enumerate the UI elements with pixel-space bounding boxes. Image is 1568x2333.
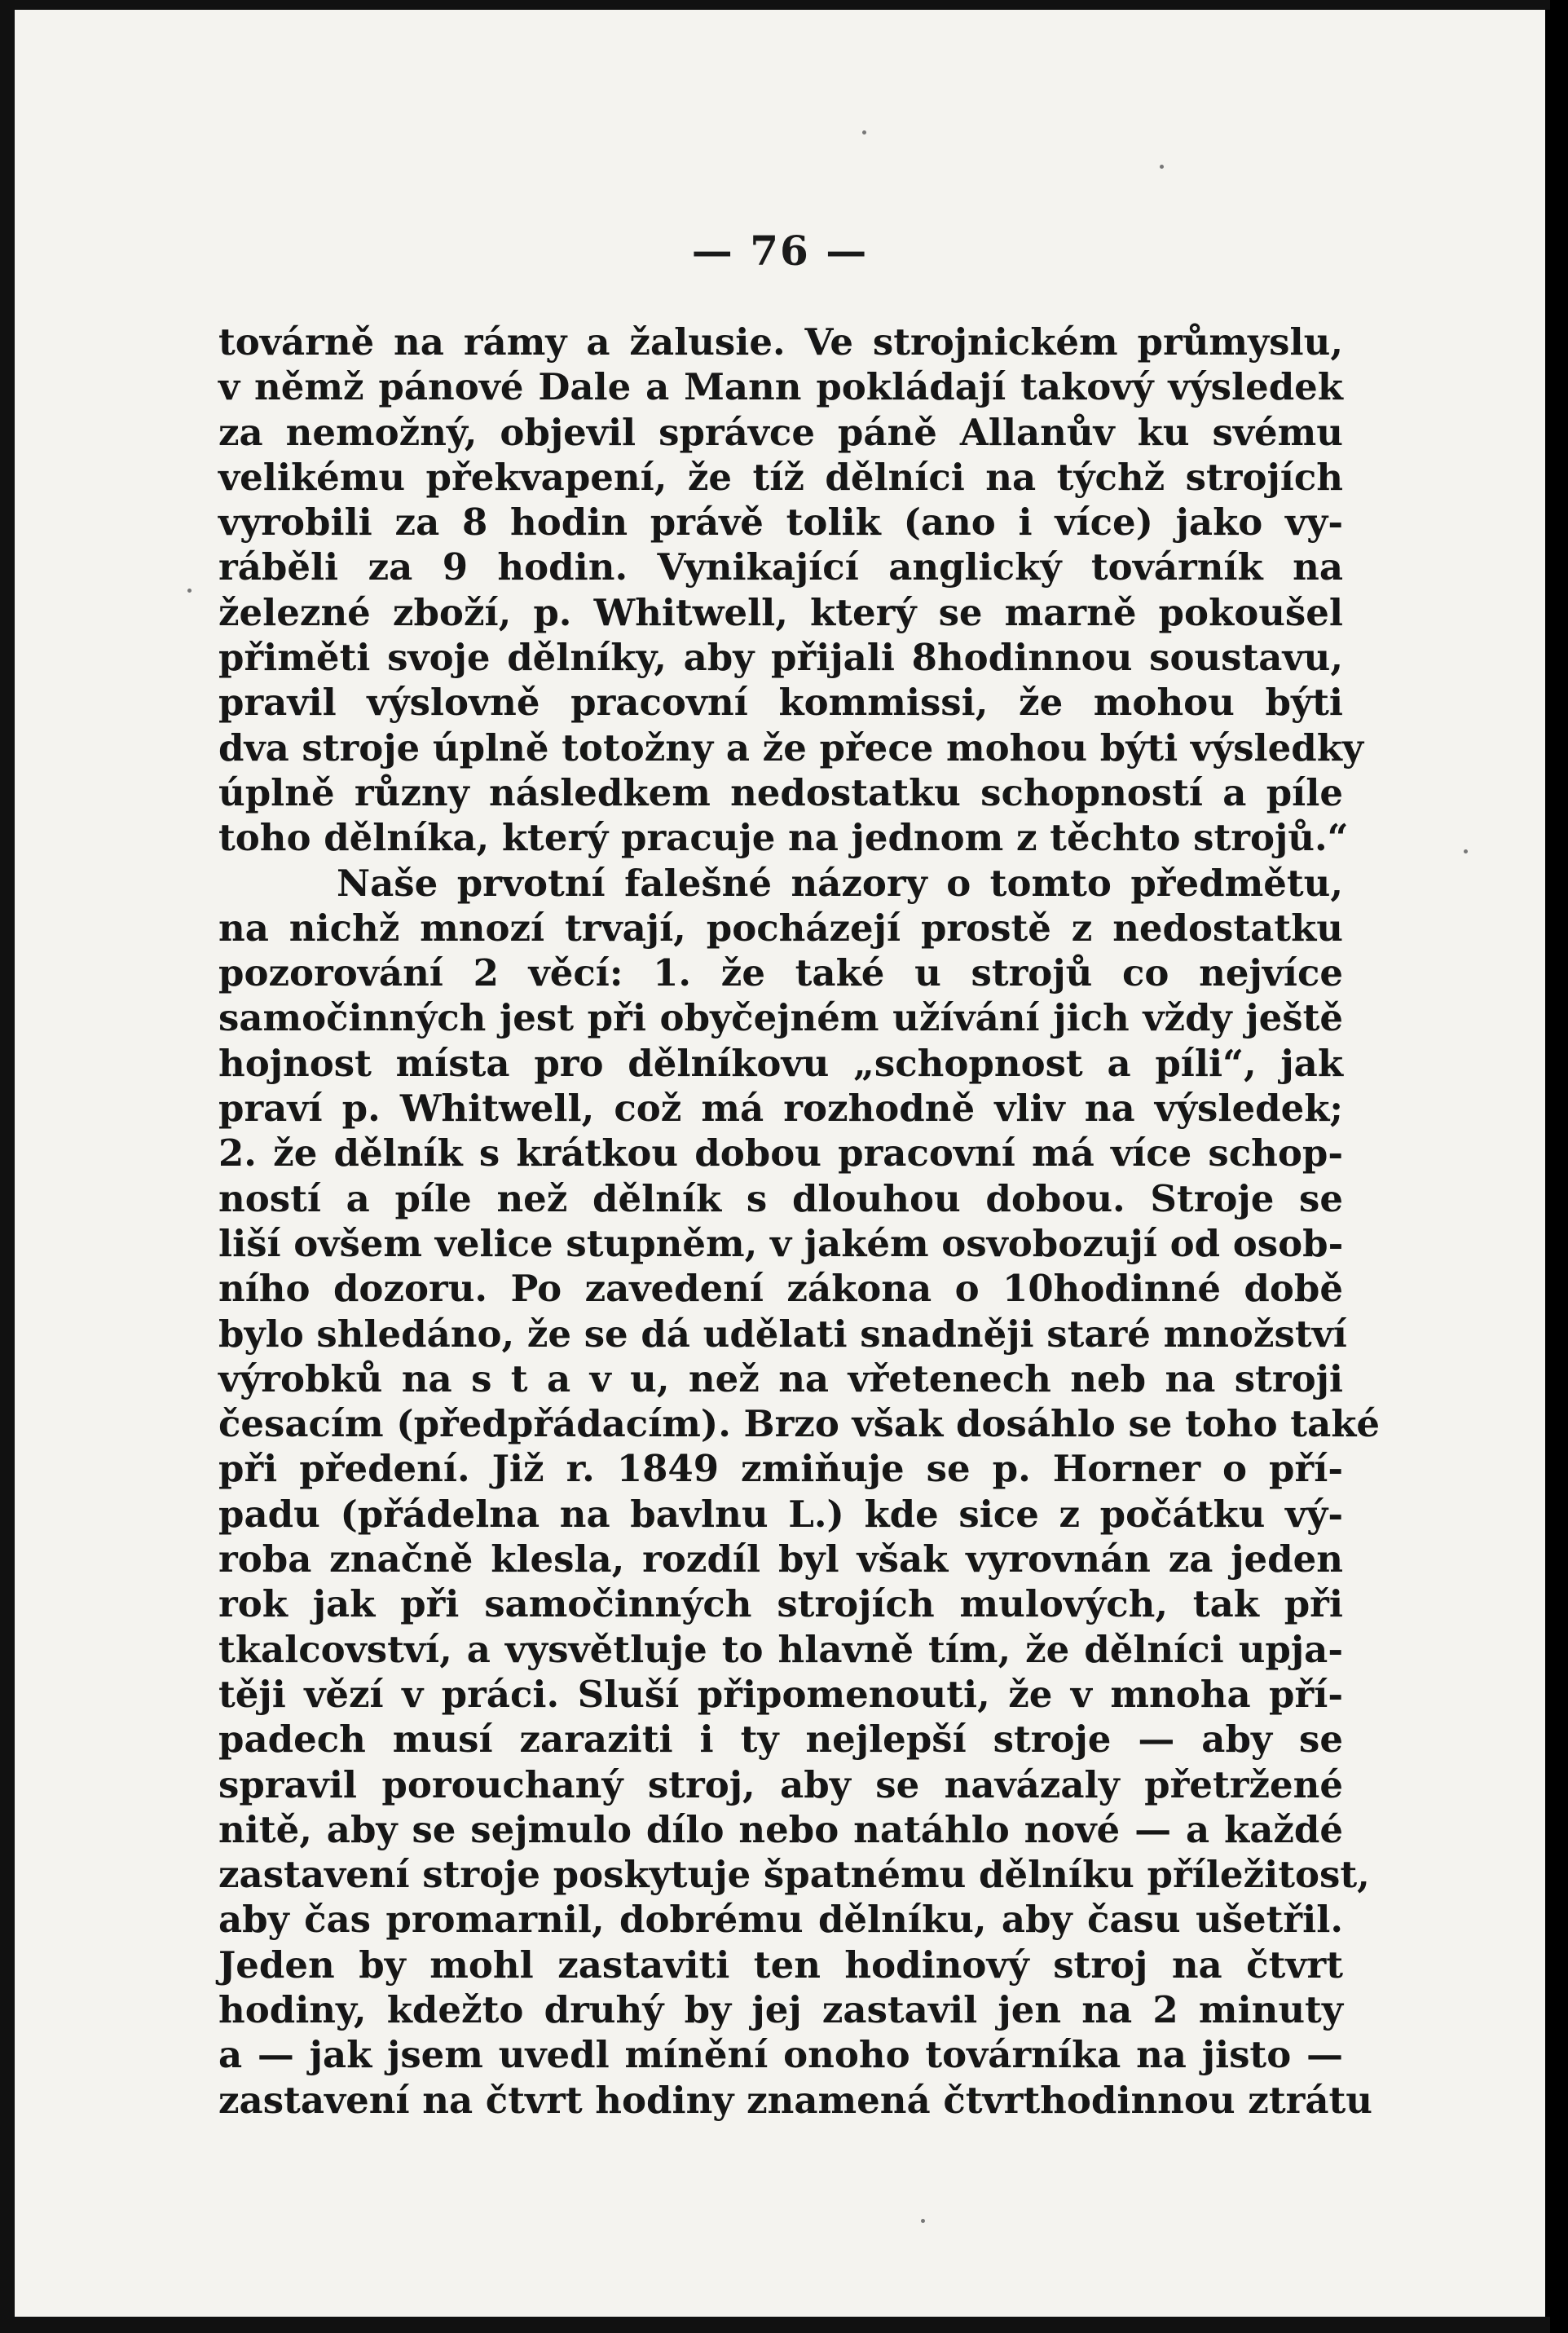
text-line: spravil porouchaný stroj, aby se navázaly přetržené [218, 1762, 1343, 1806]
text-line: ností a píle než dělník s dlouhou dobou. Stroje se [218, 1176, 1343, 1220]
text-line: hodiny, kdežto druhý by jej zastavil jen na 2 minuty [218, 1987, 1343, 2031]
text-line: aby čas promarnil, dobrému dělníku, aby času ušetřil. [218, 1898, 1343, 1942]
text-line: přiměti svoje dělníky, aby přijali 8hodinnou soustavu, [218, 636, 1343, 680]
scan-edge [1550, 0, 1568, 2333]
text-line: výrobků na s t a v u, než na vřetenech neb na stroji [218, 1356, 1343, 1400]
text-line: úplně různy následkem nedostatku schopností a píle [218, 770, 1343, 814]
scan-speck [1160, 165, 1164, 169]
text-line: tkalcovství, a vysvětluje to hlavně tím, že dělníci upja- [218, 1627, 1343, 1671]
text-line: ráběli za 9 hodin. Vynikající anglický továrník na [218, 545, 1343, 589]
text-line: samočinných jest při obyčejném užívání jich vždy ještě [218, 996, 1343, 1040]
text-line: zastavení na čtvrt hodiny znamená čtvrthodinnou ztrátu [218, 2078, 1372, 2122]
text-line: rok jak při samočinných strojích mulových, tak při [218, 1582, 1343, 1626]
scan-speck [187, 589, 192, 593]
text-line: těji vězí v práci. Sluší připomenouti, že v mnoha pří- [218, 1672, 1343, 1716]
text-line: při předení. Již r. 1849 zmiňuje se p. Horner o pří- [218, 1447, 1343, 1491]
text-line: bylo shledáno, že se dá udělati snadněji staré množství [218, 1312, 1347, 1356]
text-line: padu (přádelna na bavlnu L.) kde sice z počátku vý- [218, 1492, 1343, 1536]
text-line: dva stroje úplně totožny a že přece mohou býti výsledky [218, 725, 1364, 770]
scan-speck [921, 2219, 925, 2223]
paragraph-start: Naše prvotní falešné názory o tomto předmětu, [337, 861, 1343, 905]
text-line: továrně na rámy a žalusie. Ve strojnickém průmyslu, [218, 320, 1343, 364]
text-line: velikému překvapení, že tíž dělníci na týchž strojích [218, 455, 1343, 499]
scan-speck [1464, 849, 1468, 853]
body-text [218, 320, 1381, 2123]
text-line: pravil výslovně pracovní kommissi, že mohou býti [218, 681, 1343, 725]
book-page [15, 10, 1550, 2317]
text-line: česacím (předpřádacím). Brzo však dosáhlo se toho také [218, 1402, 1381, 1446]
text-line: za nemožný, objevil správce páně Allanův ku svému [218, 410, 1343, 454]
text-line: a — jak jsem uvedl mínění onoho továrníka na jisto — [218, 2033, 1343, 2077]
text-line: roba značně klesla, rozdíl byl však vyrovnán za jeden [218, 1537, 1343, 1581]
text-line: Jeden by mohl zastaviti ten hodinový stroj na čtvrt [218, 1943, 1343, 1987]
text-line: padech musí zaraziti i ty nejlepší stroje — aby se [218, 1718, 1343, 1762]
text-line: zastavení stroje poskytuje špatnému dělníku příležitost, [218, 1853, 1370, 1897]
text-line: železné zboží, p. Whitwell, který se marně pokoušel [218, 590, 1343, 634]
page-number: — 76 — [691, 227, 869, 275]
text-line: vyrobili za 8 hodin právě tolik (ano i více) jako vy- [218, 501, 1343, 545]
text-line: ního dozoru. Po zavedení zákona o 10hodinné době [218, 1267, 1343, 1311]
text-line: pozorování 2 věcí: 1. že také u strojů co nejvíce [218, 951, 1343, 995]
text-line: v němž pánové Dale a Mann pokládají takový výsledek [218, 365, 1343, 409]
scan-speck [862, 130, 866, 135]
text-line: 2. že dělník s krátkou dobou pracovní má více schop- [218, 1131, 1343, 1175]
text-line: toho dělníka, který pracuje na jednom z těchto strojů.“ [218, 816, 1349, 860]
text-line: na nichž mnozí trvají, pocházejí prostě z nedostatku [218, 906, 1343, 950]
text-line: liší ovšem velice stupněm, v jakém osvobozují od osob- [218, 1221, 1344, 1265]
text-line: nitě, aby se sejmulo dílo nebo natáhlo nové — a každé [218, 1807, 1343, 1851]
text-line: hojnost místa pro dělníkovu „schopnost a píli“, jak [218, 1041, 1343, 1085]
text-line: praví p. Whitwell, což má rozhodně vliv na výsledek; [218, 1087, 1343, 1131]
